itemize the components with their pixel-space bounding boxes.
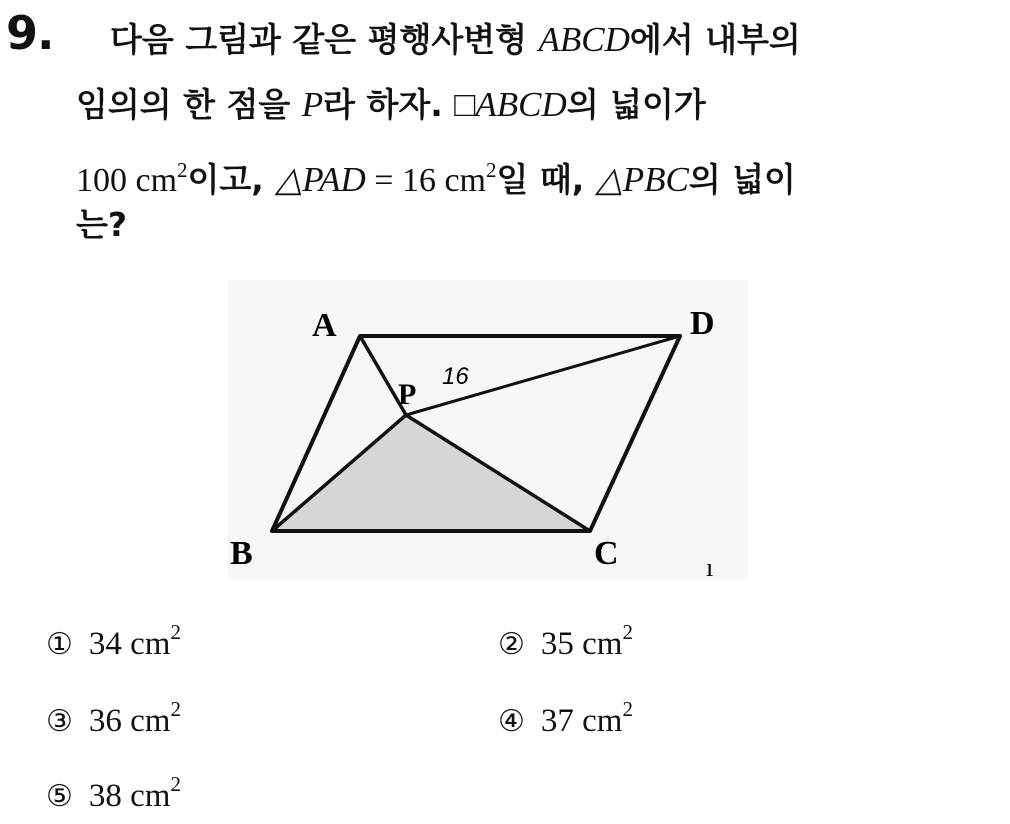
choice-4[interactable] [498, 697, 633, 740]
label-b: B [230, 535, 253, 572]
choice-1-mark: ① [46, 628, 73, 661]
label-p: P [398, 378, 417, 411]
choice-4-mark: ④ [498, 705, 525, 738]
math-exponent: 2 [486, 158, 497, 182]
label-a: A [312, 307, 337, 344]
question-text: 는? [76, 205, 128, 244]
math-triangle-pad: △PAD [275, 160, 366, 199]
math-abcd: ABCD [538, 20, 630, 59]
math-exponent: 2 [177, 158, 188, 182]
question-text: 다음 그림과 같은 평행사변형 [110, 20, 539, 59]
annotation-16: 16 [442, 363, 469, 390]
choice-1-exponent: 2 [170, 620, 181, 644]
choice-1[interactable] [46, 620, 181, 663]
choice-5-value: 38 cm [88, 778, 171, 814]
choice-3-value: 36 cm [88, 703, 171, 739]
math-area: = 16 cm [365, 162, 486, 199]
choice-3-mark: ③ [46, 705, 73, 738]
choice-4-value: 37 cm [540, 703, 623, 739]
parallelogram-figure [228, 280, 748, 580]
choice-2-exponent: 2 [622, 620, 633, 644]
label-c: C [594, 535, 619, 572]
choice-5-mark: ⑤ [46, 780, 73, 813]
math-triangle-pbc: △PBC [595, 160, 689, 199]
question-text: 일 때, [496, 160, 596, 199]
math-p: P [301, 85, 324, 124]
question-text: 의 넓이 [688, 160, 796, 199]
label-d: D [690, 305, 715, 342]
math-area: 100 cm [76, 162, 178, 199]
question-text: 임의의 한 점을 [76, 85, 302, 124]
choice-3-exponent: 2 [170, 697, 181, 721]
parallelogram-diagram [228, 280, 748, 580]
choice-3[interactable] [46, 697, 181, 740]
choice-4-exponent: 2 [622, 697, 633, 721]
question-line-1 [110, 20, 960, 60]
question-text: 이고, [187, 160, 276, 199]
question-text: 에서 내부의 [629, 20, 801, 59]
question-line-2 [76, 85, 956, 125]
question-number: 9. [6, 6, 54, 60]
choice-2-value: 35 cm [540, 626, 623, 662]
choice-5[interactable] [46, 772, 181, 815]
choice-5-exponent: 2 [170, 772, 181, 796]
question-line-4 [76, 205, 956, 245]
choice-2[interactable] [498, 620, 633, 663]
question-line-3 [76, 150, 956, 201]
stray-mark: ı [706, 553, 714, 580]
question-text: 의 넓이가 [566, 85, 706, 124]
question-text: 라 하자. [323, 85, 455, 124]
choice-2-mark: ② [498, 628, 525, 661]
math-square-abcd: □ABCD [454, 85, 567, 124]
choice-1-value: 34 cm [88, 626, 171, 662]
